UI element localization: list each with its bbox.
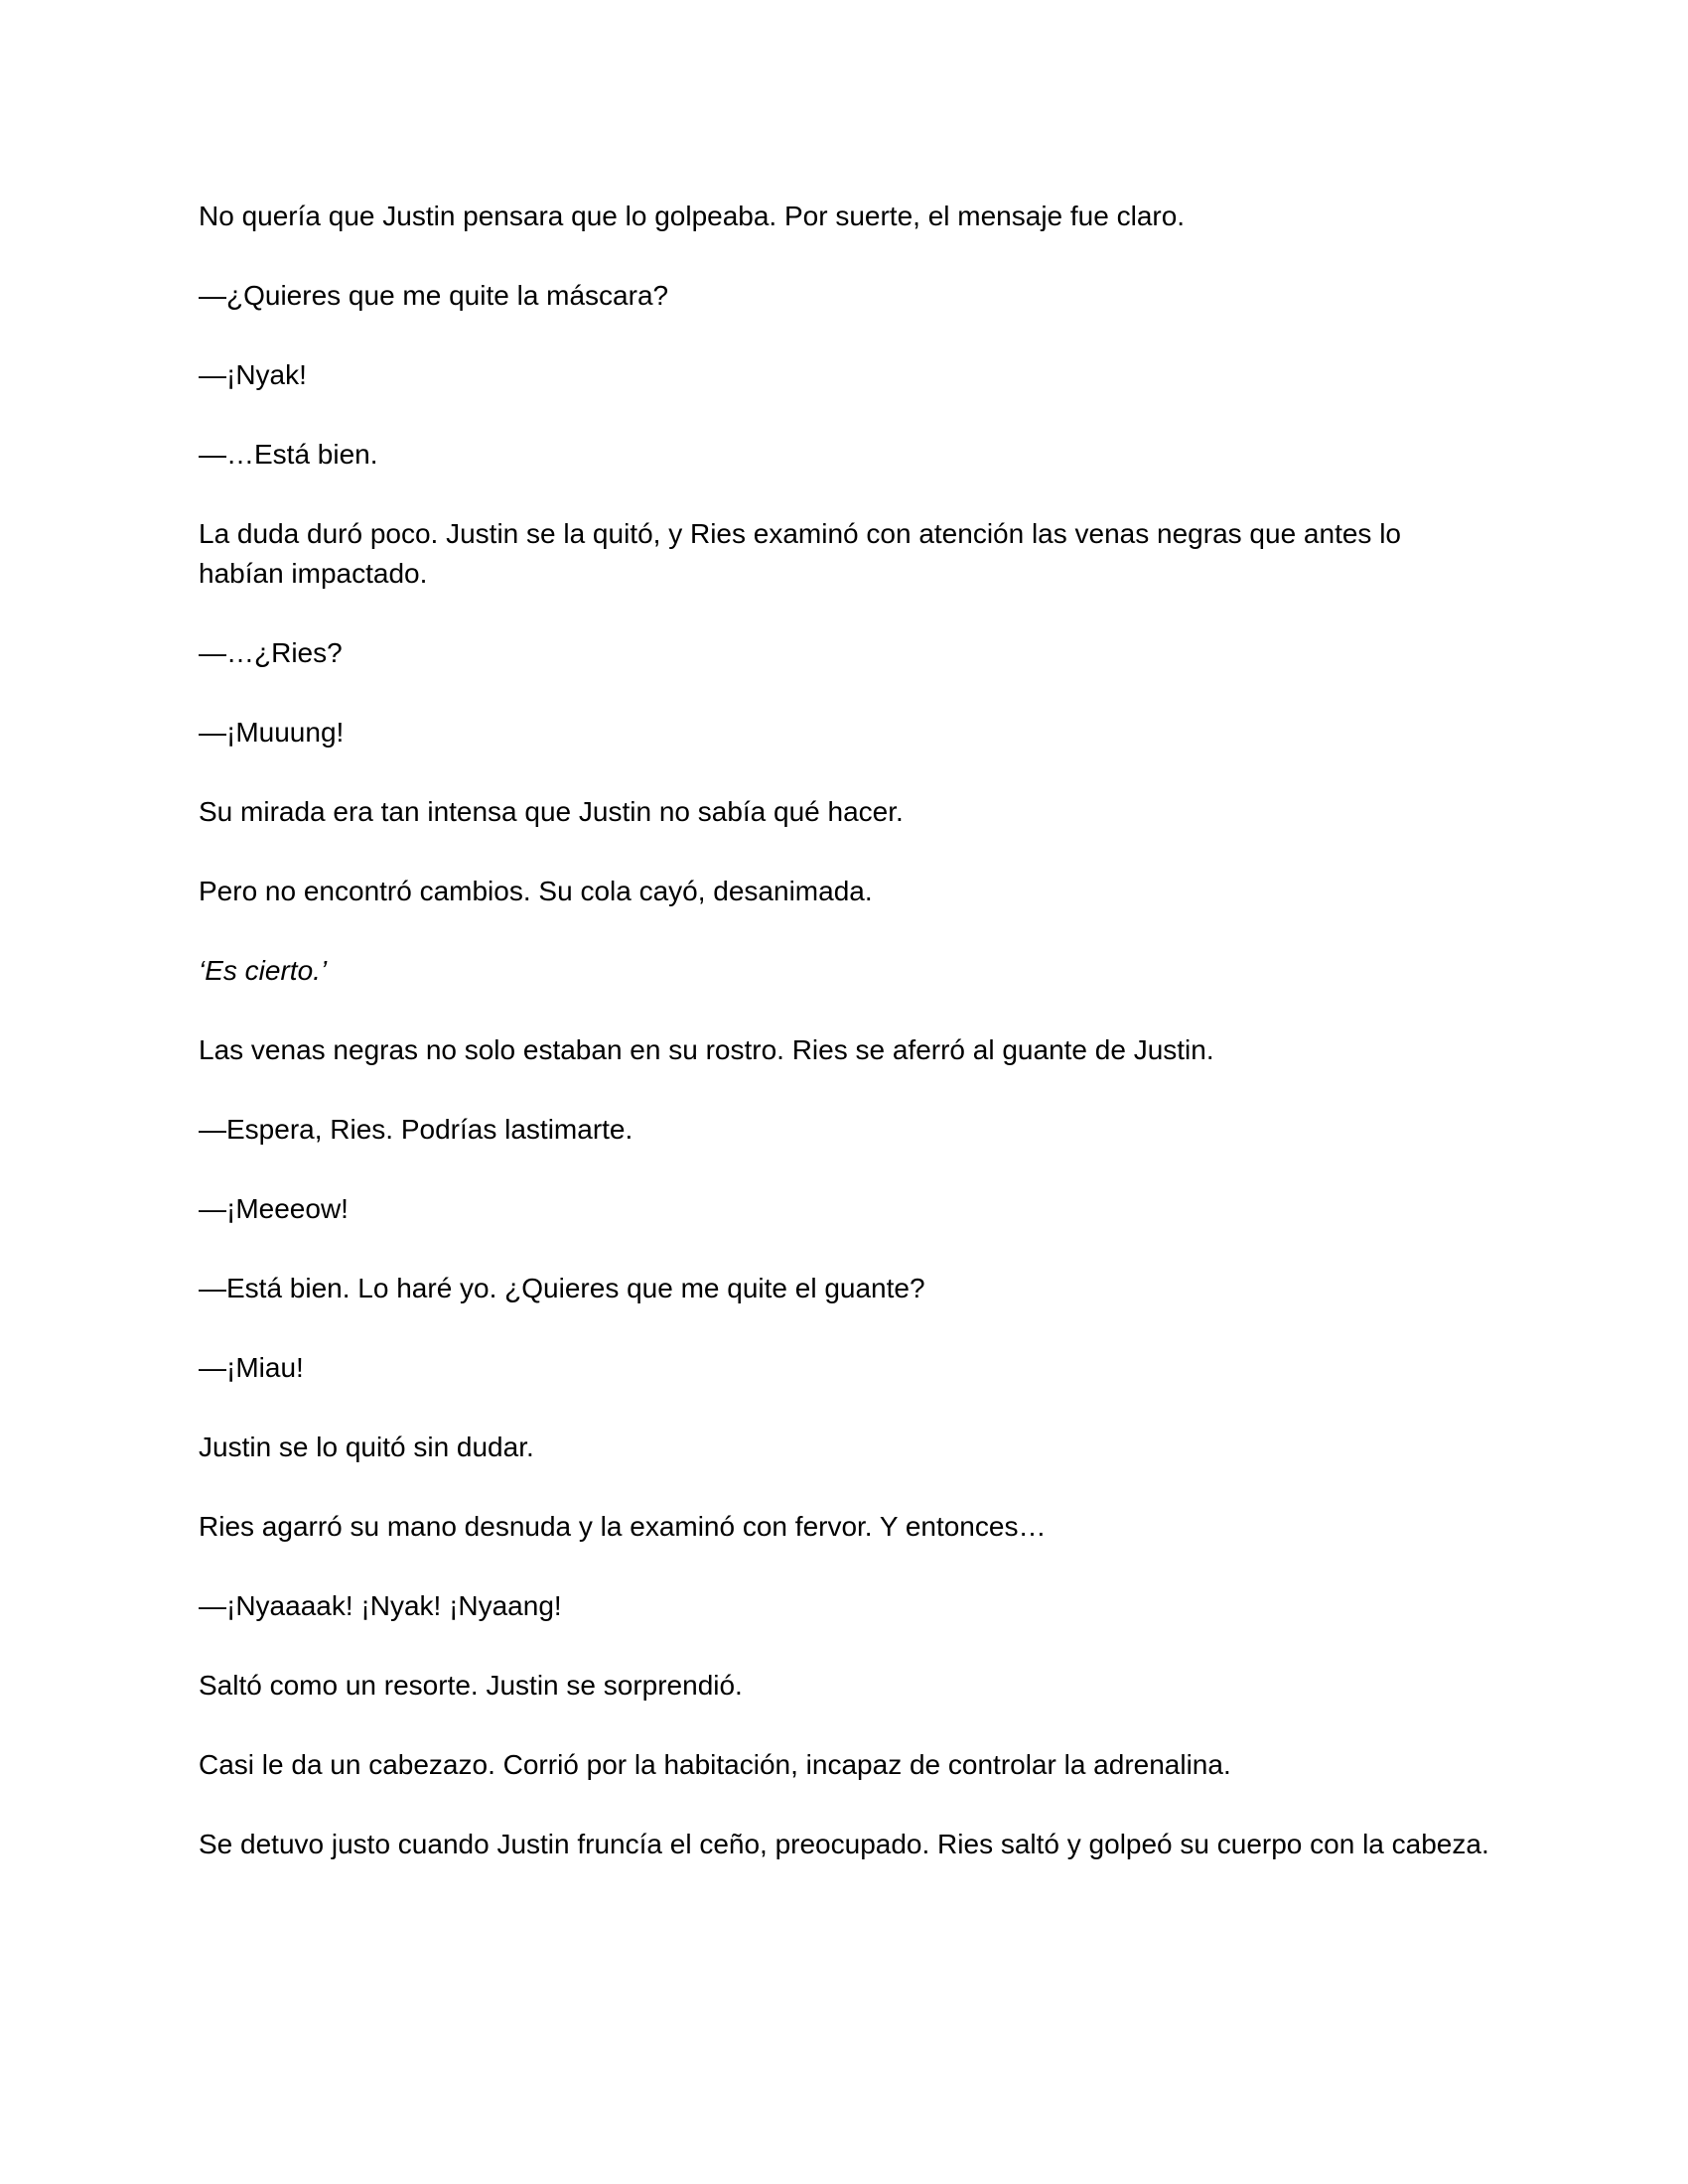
dialogue-paragraph: —¡Nyaaaak! ¡Nyak! ¡Nyaang! bbox=[199, 1590, 562, 1621]
paragraph: Saltó como un resorte. Justin se sorprendió. bbox=[199, 1670, 743, 1701]
text-block bbox=[199, 197, 1489, 1904]
dialogue-paragraph: —¡Muuung! bbox=[199, 717, 345, 748]
italic-thought-quote: ‘Es cierto.’ bbox=[199, 955, 328, 986]
dialogue-paragraph: —Está bien. Lo haré yo. ¿Quieres que me quite el guante? bbox=[199, 1273, 925, 1303]
paragraph: Ries agarró su mano desnuda y la examinó con fervor. Y entonces… bbox=[199, 1511, 1047, 1542]
paragraph: La duda duró poco. Justin se la quitó, y Ries examinó con atención las venas negras que antes lo habían impactado. bbox=[199, 518, 1401, 589]
dialogue-paragraph: —¡Miau! bbox=[199, 1352, 304, 1383]
paragraph: Se detuvo justo cuando Justin fruncía el ceño, preocupado. Ries saltó y golpeó su cuerpo con la cabeza. bbox=[199, 1829, 1489, 1859]
dialogue-paragraph: —¡Nyak! bbox=[199, 359, 307, 390]
paragraph: Justin se lo quitó sin dudar. bbox=[199, 1432, 534, 1462]
dialogue-paragraph: —Espera, Ries. Podrías lastimarte. bbox=[199, 1114, 633, 1145]
paragraph: Casi le da un cabezazo. Corrió por la habitación, incapaz de controlar la adrenalina. bbox=[199, 1749, 1231, 1780]
paragraph: Pero no encontró cambios. Su cola cayó, desanimada. bbox=[199, 876, 873, 906]
paragraph: Las venas negras no solo estaban en su rostro. Ries se aferró al guante de Justin. bbox=[199, 1034, 1214, 1065]
dialogue-paragraph: —…¿Ries? bbox=[199, 637, 343, 668]
dialogue-paragraph: —…Está bien. bbox=[199, 439, 378, 470]
paragraph: Su mirada era tan intensa que Justin no sabía qué hacer. bbox=[199, 796, 904, 827]
dialogue-paragraph: —¡Meeeow! bbox=[199, 1193, 349, 1224]
paragraph: No quería que Justin pensara que lo golpeaba. Por suerte, el mensaje fue claro. bbox=[199, 201, 1186, 231]
dialogue-paragraph: —¿Quieres que me quite la máscara? bbox=[199, 280, 669, 311]
